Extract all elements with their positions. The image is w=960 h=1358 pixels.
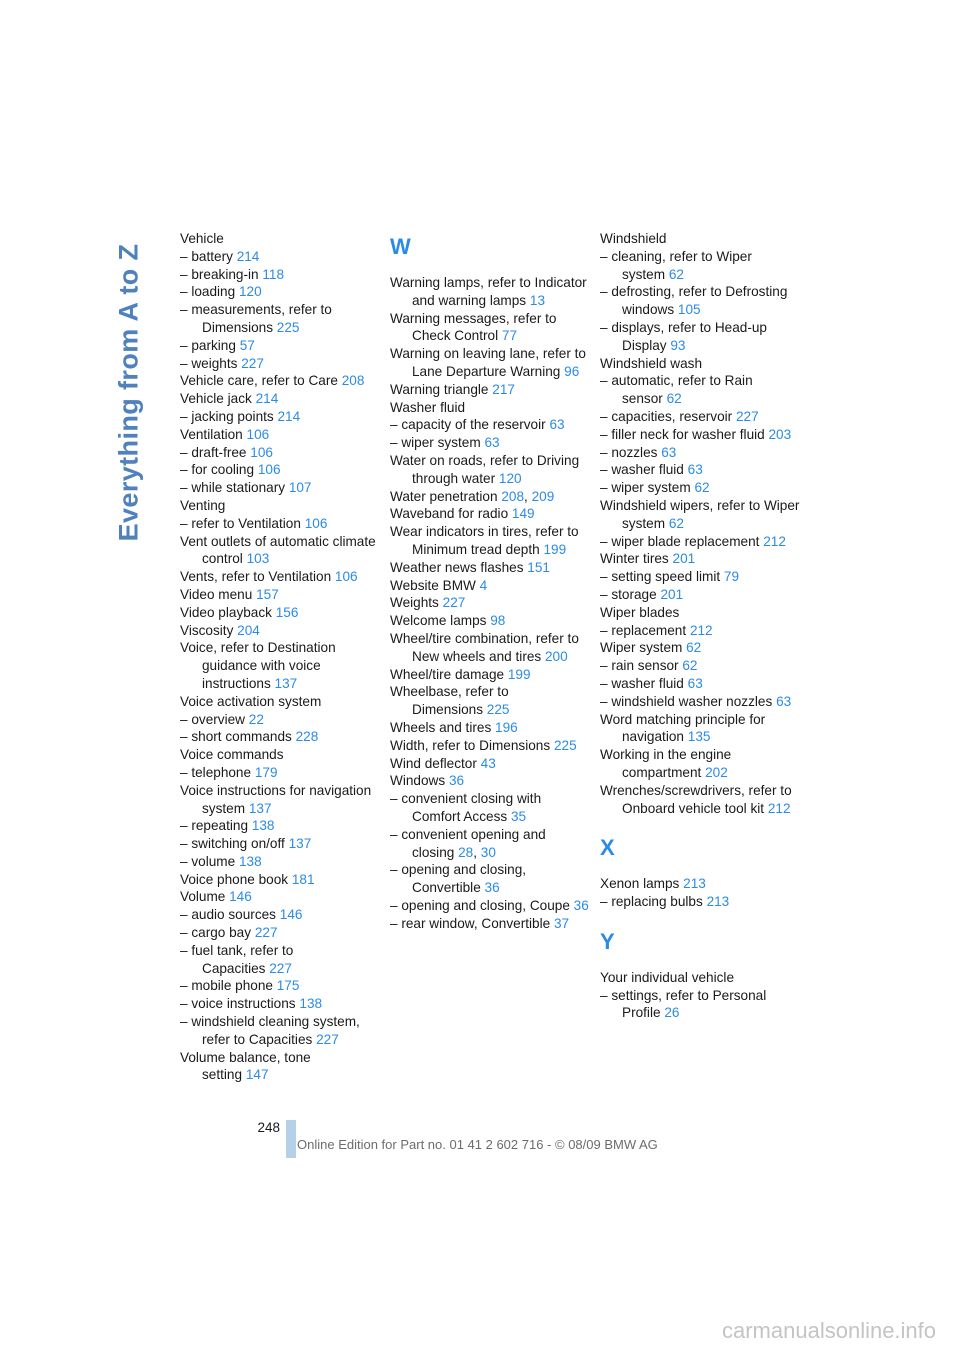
index-entry-text: Video playback [180, 604, 272, 620]
index-entry-text: Vehicle [180, 231, 224, 246]
index-entry-text: Width, refer to Dimensions [390, 737, 551, 753]
index-entry [180, 782, 380, 818]
index-entry-text: Voice activation system [180, 693, 322, 709]
index-entry [390, 345, 590, 381]
page-reference-link[interactable]: 106 [250, 444, 273, 460]
page-reference-link[interactable]: 36 [484, 880, 500, 896]
index-entry [600, 568, 800, 586]
index-entry-text: – settings, refer to Personal Profile [600, 987, 767, 1021]
index-entry [390, 630, 590, 666]
section-side-title-text: Everything from A to Z [113, 243, 144, 541]
watermark: carmanualsonline.info [722, 1318, 937, 1343]
index-entry-text: – parking [180, 337, 236, 353]
index-entry [180, 533, 380, 569]
index-entry [180, 888, 380, 906]
index-entry-text: Warning on leaving lane, refer to Lane Departure Warning [390, 346, 586, 379]
index-entry [600, 497, 800, 533]
index-entry-text: Wheelbase, refer to Dimensions [390, 684, 509, 718]
index-entry-text: – for cooling [180, 462, 255, 478]
index-entry [180, 479, 380, 497]
page-reference-link[interactable]: 118 [262, 266, 285, 282]
index-entry: – convenient opening and closing 28, 30 [390, 826, 546, 860]
index-entry [390, 755, 590, 773]
page-reference-link[interactable]: 22 [248, 711, 264, 727]
index-entry [600, 319, 800, 355]
index-entry [180, 444, 380, 462]
index-entry-text: Water on roads, refer to Driving through water [390, 452, 580, 486]
index-letter-heading: X [600, 835, 615, 861]
index-entry-text: Vehicle care, refer to Care [180, 373, 338, 389]
index-entry [180, 817, 380, 835]
index-entry [600, 604, 800, 622]
index-entry [600, 283, 800, 319]
index-entry [180, 924, 380, 942]
page-reference-link[interactable]: 209 [531, 488, 555, 504]
page-reference-link[interactable]: 30 [480, 844, 496, 860]
page-reference-link[interactable]: 62 [686, 640, 702, 656]
page-reference-link[interactable]: 201 [660, 586, 684, 602]
index-entry [390, 861, 590, 897]
index-entry [180, 390, 380, 408]
index-entry-text: – short commands [180, 729, 292, 745]
index-entry [180, 301, 380, 337]
index-letter-heading: Y [600, 928, 615, 954]
index-entry-text: – storage [600, 586, 657, 602]
index-entry [180, 906, 380, 924]
index-entry [180, 372, 380, 390]
page-reference-link[interactable]: 63 [687, 462, 703, 478]
index-entry-text: Voice instructions for navigation system [180, 782, 372, 816]
index-entry [390, 577, 590, 595]
index-entry-text: Windshield [600, 231, 667, 246]
page-reference-link[interactable]: 63 [484, 435, 500, 451]
index-entry [600, 622, 800, 640]
index-entry [600, 426, 800, 444]
page-reference-link[interactable]: 62 [666, 391, 682, 407]
index-entry [180, 283, 380, 301]
index-entry [180, 693, 380, 711]
index-entry [390, 274, 590, 310]
index-entry-text: Vents, refer to Ventilation [180, 569, 332, 585]
page-reference-link[interactable]: 63 [549, 417, 565, 433]
page-reference-link[interactable]: 28 [458, 844, 474, 860]
page-reference-link[interactable]: 106 [334, 569, 358, 585]
index-entry-text: Vehicle jack [180, 391, 252, 407]
index-entry-text: Vent outlets of automatic climate control [180, 533, 376, 567]
page-reference-link[interactable]: 225 [276, 319, 300, 335]
page-reference-link[interactable]: 107 [288, 480, 312, 496]
index-entry [180, 728, 380, 746]
page-reference-link[interactable]: 175 [276, 978, 300, 994]
index-entry [180, 230, 380, 248]
index-entry-text: Volume balance, tone setting [180, 1049, 311, 1083]
index-entry [180, 586, 380, 604]
index-entry [180, 568, 380, 586]
index-entry [600, 639, 800, 657]
index-entry-text: – rain sensor [600, 658, 679, 674]
page-reference-link[interactable]: 214 [255, 391, 279, 407]
index-entry [600, 372, 800, 408]
index-entry-text: Warning messages, refer to Check Control [390, 310, 557, 344]
index-entry-text: – capacities, reservoir [600, 408, 733, 424]
index-entry [180, 515, 380, 533]
index-entry [600, 675, 800, 693]
footer-edition-text: Online Edition for Part no. 01 41 2 602 716 - © 08/09 BMW AG [297, 1137, 658, 1152]
index-column-2 [390, 230, 590, 932]
index-entry-text: – convenient closing with Comfort Access [390, 791, 542, 824]
page-reference-link[interactable]: 201 [672, 551, 696, 567]
page-reference-link[interactable]: 227 [269, 960, 292, 976]
index-entry-text: – weights [180, 355, 238, 371]
index-spacer [600, 817, 800, 831]
page-reference-link[interactable]: 35 [510, 808, 527, 824]
index-entry-text: – windshield washer nozzles [600, 693, 773, 709]
index-entry [180, 977, 380, 995]
index-entry [390, 666, 590, 684]
index-entry-text: – nozzles [600, 444, 658, 460]
index-entry [180, 871, 380, 889]
index-entry [180, 639, 380, 692]
index-entry-text: – opening and closing, Coupe [390, 897, 570, 913]
page-reference-link[interactable]: 214 [277, 408, 301, 424]
page-reference-link[interactable]: 106 [257, 462, 281, 478]
index-entry-text: – automatic, refer to Rain sensor [600, 373, 753, 407]
index-entry [180, 461, 380, 479]
page-reference-link[interactable]: 105 [677, 302, 701, 318]
index-entry-text: – wiper system [390, 435, 481, 451]
page-reference-link[interactable]: 208 [501, 488, 525, 504]
page-reference-link[interactable]: 63 [661, 444, 677, 460]
index-entry-text: Weather news flashes [390, 559, 524, 575]
page-reference-link[interactable]: 156 [275, 604, 299, 620]
page-reference-link[interactable]: 147 [245, 1067, 269, 1083]
page-reference-link[interactable]: 63 [687, 675, 703, 691]
index-entry [180, 1049, 380, 1085]
page-reference-link[interactable]: 151 [527, 559, 550, 575]
index-entry-text: Water penetration [390, 488, 498, 504]
index-entry-text: Waveband for radio [390, 506, 509, 522]
index-entry [600, 408, 800, 426]
page-reference-link[interactable]: 227 [442, 595, 466, 611]
index-entry-text: Venting [180, 497, 226, 513]
index-entry [600, 355, 800, 373]
page-reference-link[interactable]: 26 [664, 1005, 680, 1021]
page-reference-link[interactable]: 43 [480, 755, 496, 771]
page-reference-link[interactable]: 137 [248, 800, 272, 816]
index-spacer [600, 911, 800, 925]
index-entry [180, 604, 380, 622]
page-number: 248 [257, 1120, 280, 1135]
index-entry-text: – mobile phone [180, 978, 273, 994]
page-reference-link[interactable]: 36 [448, 773, 465, 789]
index-entry [180, 426, 380, 444]
index-entry-text: – refer to Ventilation [180, 515, 301, 531]
index-entry-text: Windows [390, 773, 446, 789]
index-entry [600, 586, 800, 604]
page-reference-link[interactable]: 212 [689, 622, 713, 638]
index-entry-text: Video menu [180, 586, 253, 602]
index-entry-text: – defrosting, refer to Defrosting windows [600, 284, 788, 318]
index-entry-text: – breaking-in [180, 266, 259, 282]
index-entry [180, 835, 380, 853]
index-entry [390, 897, 590, 915]
page-reference-link[interactable]: 225 [553, 737, 577, 753]
index-entry [600, 550, 800, 568]
index-entry [390, 452, 590, 488]
index-entry-text: – wiper blade replacement [600, 533, 760, 549]
index-entry-text: – setting speed limit [600, 569, 721, 585]
page-reference-link[interactable]: 181 [291, 871, 315, 887]
index-entry-text: Warning triangle [390, 381, 489, 397]
index-entry [600, 711, 800, 747]
index-entry-text: Warning lamps, refer to Indicator and warning lamps [390, 275, 587, 308]
footer-bar [286, 1120, 296, 1158]
page-reference-link[interactable]: 203 [768, 426, 792, 442]
index-entry-text: – fuel tank, refer to Capacities [180, 942, 294, 976]
page-reference-link[interactable]: 138 [251, 818, 275, 834]
index-entry-text: Viscosity [180, 622, 234, 638]
page-reference-link[interactable]: 157 [256, 586, 279, 602]
index-entry-text: Volume [180, 889, 226, 905]
page-reference-link[interactable]: 202 [705, 764, 728, 780]
page-reference-link[interactable]: 199 [543, 541, 567, 557]
page-reference-link[interactable]: 208 [341, 373, 365, 389]
page-reference-link[interactable]: 200 [544, 648, 568, 664]
index-entry-text: Winter tires [600, 551, 669, 567]
index-entry [600, 875, 800, 893]
index-entry [390, 310, 590, 346]
index-entry [180, 266, 380, 284]
index-entry [600, 893, 800, 911]
page-reference-link[interactable]: 62 [694, 480, 710, 496]
page-reference-link[interactable]: 214 [236, 248, 260, 264]
index-entry-text: Xenon lamps [600, 876, 680, 892]
page-reference-link[interactable]: 62 [682, 658, 698, 674]
index-entry-text: – replacing bulbs [600, 894, 703, 910]
page-reference-link[interactable]: 62 [668, 515, 684, 531]
index-entry [180, 995, 380, 1013]
index-entry-text: – audio sources [180, 907, 276, 923]
index-entry-text: – loading [180, 284, 236, 300]
index-entry-text: Voice phone book [180, 871, 289, 887]
index-entry-text: Ventilation [180, 426, 243, 442]
index-entry [180, 942, 380, 978]
index-entry [180, 746, 380, 764]
page-reference-link[interactable]: 146 [279, 907, 303, 923]
index-entry-text: Washer fluid [390, 399, 466, 415]
page-reference-link[interactable]: 63 [776, 693, 792, 709]
index-entry-text: – windshield cleaning system, refer to Capacities [180, 1014, 360, 1047]
page-reference-link[interactable]: 135 [687, 729, 711, 745]
index-entry [180, 622, 380, 640]
index-entry-text: – volume [180, 853, 236, 869]
page-reference-link[interactable]: 93 [670, 337, 686, 353]
index-entry-text: – capacity of the reservoir [390, 417, 546, 433]
index-entry [600, 782, 800, 818]
index-entry-text: Windshield wipers, refer to Wiper system [600, 497, 800, 531]
index-entry [600, 444, 800, 462]
page-reference-link[interactable]: 149 [511, 506, 535, 522]
index-entry [600, 533, 800, 551]
index-entry-text: Voice commands [180, 747, 284, 763]
index-entry-text: – rear window, Convertible [390, 915, 551, 931]
index-entry [390, 737, 590, 755]
page-reference-link[interactable]: 227 [316, 1031, 339, 1047]
index-column-3 [600, 230, 800, 1022]
index-entry [600, 657, 800, 675]
index-entry [180, 853, 380, 871]
index-entry [180, 355, 380, 373]
index-entry [600, 746, 800, 782]
index-entry-text: – wiper system [600, 480, 691, 496]
page-reference-link[interactable]: 57 [239, 337, 255, 353]
index-entry [600, 969, 800, 987]
page-reference-link[interactable]: 228 [295, 729, 319, 745]
index-entry [390, 772, 590, 790]
index-entry-text: – draft-free [180, 444, 247, 460]
index-entry [390, 505, 590, 523]
index-entry [600, 693, 800, 711]
index-entry [180, 337, 380, 355]
page-reference-link[interactable]: 227 [254, 925, 278, 941]
page-reference-link[interactable]: 120 [238, 284, 262, 300]
index-entry-text: Wrenches/screwdrivers, refer to Onboard vehicle tool kit [600, 782, 792, 816]
index-entry-text: – repeating [180, 818, 249, 834]
page-reference-link[interactable]: 36 [573, 897, 589, 913]
page-reference-link[interactable]: 137 [288, 836, 312, 852]
index-entry [180, 1013, 380, 1049]
index-entry-text: Welcome lamps [390, 613, 487, 629]
index-entry-text: – convenient opening and closing [390, 826, 546, 860]
section-side-title [94, 232, 164, 552]
index-entry-text: – telephone [180, 764, 252, 780]
page-reference-link[interactable]: 199 [507, 666, 531, 682]
page-reference-link[interactable]: 79 [723, 569, 740, 585]
index-entry [180, 764, 380, 782]
index-entry-text: – measurements, refer to Dimensions [180, 302, 332, 335]
index-entry [180, 497, 380, 515]
index-entry-text: Voice, refer to Destination guidance with voice instructions [180, 640, 336, 691]
index-entry-text: – washer fluid [600, 462, 684, 478]
index-entry [390, 434, 590, 452]
page-reference-link[interactable]: 179 [254, 764, 278, 780]
page-reference-link[interactable]: 212 [763, 533, 786, 549]
page-reference-link[interactable]: 103 [246, 551, 270, 567]
index-entry-text: – jacking points [180, 408, 274, 424]
index-entry-text: Wiper system [600, 640, 683, 656]
page-reference-link[interactable]: 138 [299, 996, 323, 1012]
index-entry-text: – voice instructions [180, 996, 296, 1012]
index-entry [390, 683, 590, 719]
page-reference-link[interactable]: 138 [238, 853, 262, 869]
index-letter-heading: W [390, 234, 411, 259]
index-entry [180, 711, 380, 729]
index-entry-text: Windshield wash [600, 355, 702, 371]
page-reference-link[interactable]: 4 [479, 577, 488, 593]
page-reference-link[interactable]: 212 [767, 800, 791, 816]
index-entry [390, 915, 590, 933]
page-reference-link[interactable]: 98 [490, 613, 506, 629]
index-entry [180, 408, 380, 426]
page-reference-link[interactable]: 213 [683, 876, 706, 892]
index-entry [390, 612, 590, 630]
index-entry [390, 719, 590, 737]
page-reference-link[interactable]: 77 [501, 328, 518, 344]
index-entry-text: Website BMW [390, 577, 476, 593]
index-entry [600, 987, 800, 1023]
index-entry-text: Working in the engine compartment [600, 747, 732, 780]
page-reference-link[interactable]: 96 [564, 363, 580, 379]
index-entry [180, 248, 380, 266]
index-entry-text: – while stationary [180, 480, 286, 496]
index-entry-text: – cargo bay [180, 925, 252, 941]
page-reference-link[interactable]: 106 [304, 515, 328, 531]
index-entry-text: Wheel/tire combination, refer to New wheels and tires [390, 630, 579, 664]
index-column-1 [180, 230, 380, 1084]
page-reference-link[interactable]: 137 [274, 675, 298, 691]
page-reference-link[interactable]: 225 [486, 702, 510, 718]
index-entry: Water penetration 208, 209 [390, 488, 555, 504]
index-entry-text: Wheels and tires [390, 719, 492, 735]
index-entry-text: Wheel/tire damage [390, 666, 505, 682]
index-entry [390, 559, 590, 577]
page-reference-link[interactable]: 227 [736, 408, 759, 424]
index-entry-text: Wind deflector [390, 755, 477, 771]
index-entry [390, 523, 590, 559]
page-reference-link[interactable]: 217 [492, 381, 515, 397]
index-entry-text: – cleaning, refer to Wiper system [600, 248, 752, 282]
page-reference-link[interactable]: 62 [668, 266, 684, 282]
index-entry [390, 594, 590, 612]
index-entry-text: – displays, refer to Head-up Display [600, 319, 767, 353]
index-entry-text: – filler neck for washer fluid [600, 426, 765, 442]
page-reference-link[interactable]: 204 [237, 622, 260, 638]
index-entry [600, 461, 800, 479]
index-entry-text: Weights [390, 595, 439, 611]
page-reference-link[interactable]: 13 [529, 292, 546, 308]
index-entry-text: Wear indicators in tires, refer to Minimum tread depth [390, 524, 579, 557]
index-entry [600, 230, 800, 248]
page-reference-link[interactable]: 196 [495, 719, 518, 735]
page-reference-link[interactable]: 106 [246, 426, 270, 442]
index-entry-text: – washer fluid [600, 675, 684, 691]
page-reference-link[interactable]: 37 [553, 915, 570, 931]
index-entry [390, 790, 590, 826]
page-reference-link[interactable]: 227 [241, 355, 264, 371]
page-reference-link[interactable]: 213 [706, 894, 730, 910]
index-entry [390, 416, 590, 434]
index-entry-text: Wiper blades [600, 604, 680, 620]
index-entry [600, 479, 800, 497]
index-entry-text: Your individual vehicle [600, 969, 735, 985]
index-entry-text: – opening and closing, Convertible [390, 862, 527, 896]
index-entry [390, 399, 590, 417]
index-entry-text: – switching on/off [180, 836, 285, 852]
page-reference-link[interactable]: 146 [229, 889, 252, 905]
index-entry [390, 381, 590, 399]
page-reference-link[interactable]: 120 [498, 470, 522, 486]
index-entry-text: Word matching principle for navigation [600, 711, 766, 745]
index-entry-text: – replacement [600, 622, 687, 638]
index-entry-text: – overview [180, 711, 245, 727]
index-entry-text: – battery [180, 248, 233, 264]
index-entry [600, 248, 800, 284]
